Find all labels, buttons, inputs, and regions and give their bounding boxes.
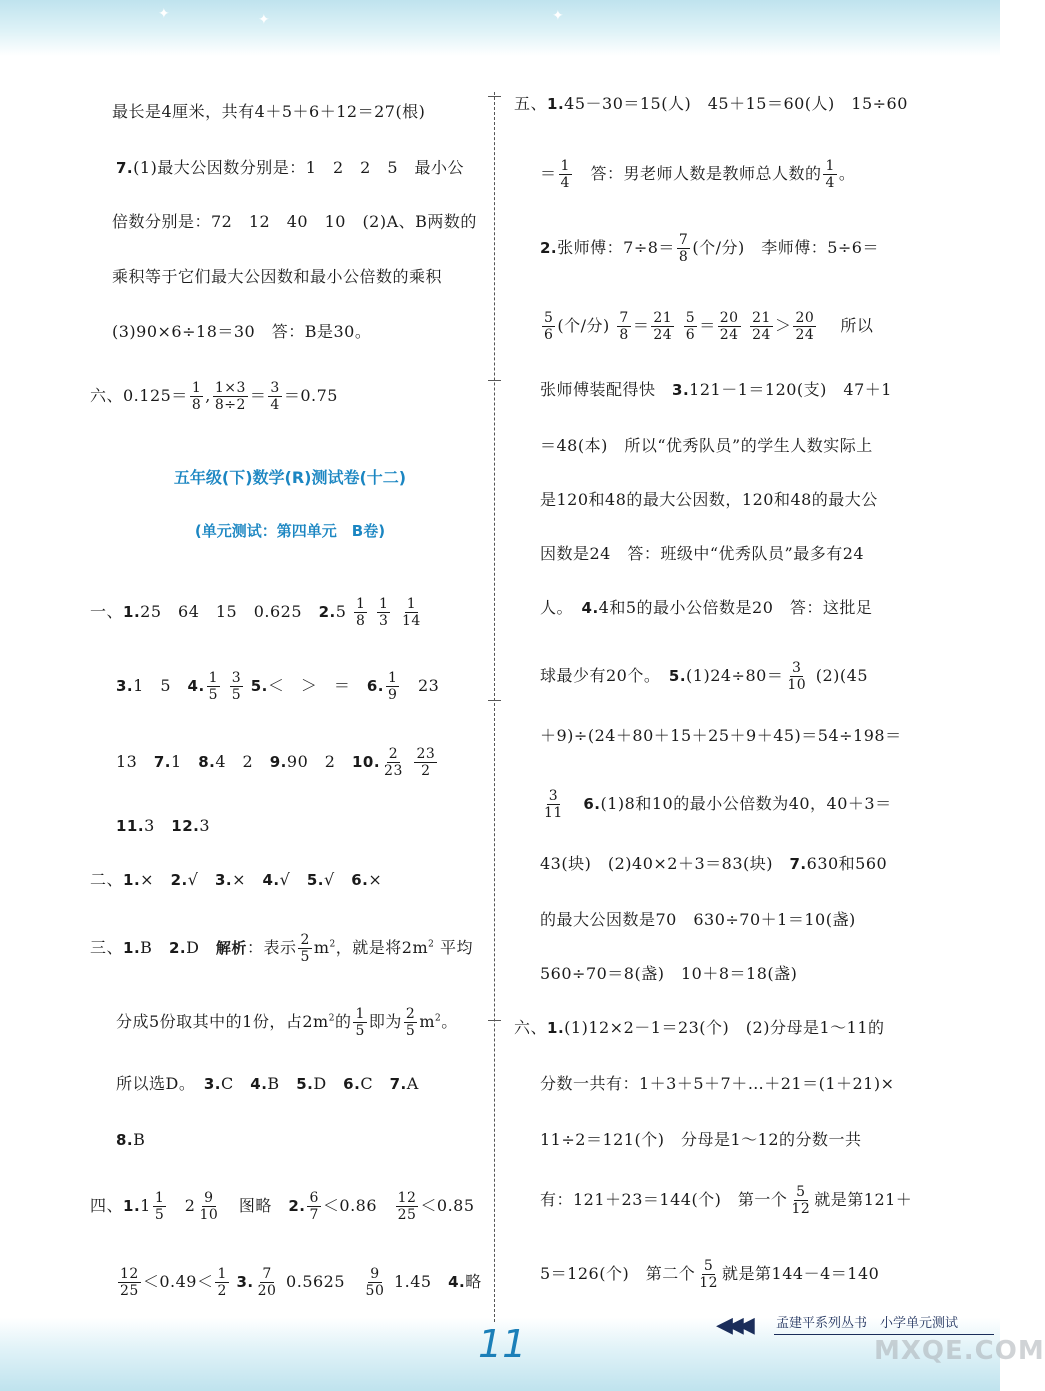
section-6-line-4: 有：121＋23＝144(个) 第一个 $\frac{5}{12}$ 就是第121＋ <box>540 1184 913 1217</box>
fraction: $\frac{1}{2}$ <box>217 1266 227 1299</box>
fraction: $\frac{1}{8}$ <box>355 596 366 629</box>
fraction: $\frac{21}{24}$ <box>752 310 771 343</box>
text-line: 最长是4厘米，共有4＋5＋6＋12＝27(根) <box>112 102 426 121</box>
divider-tick <box>488 700 501 701</box>
sparkle-icon: ✦ <box>258 12 270 28</box>
question-number: 7. <box>116 159 134 177</box>
text: (1)最大公因数分别是：1 2 2 5 最小公 <box>133 158 465 177</box>
section-5-line-3: 2.张师傅：7÷8＝ $\frac{7}{8}$ (个/分) 李师傅：5÷6＝ <box>540 232 879 265</box>
section-4-line-2: $\frac{12}{25}$ ＜0.49＜ $\frac{1}{2}$ 3. $\frac{7}{20}$ 0.5625 $\frac{9}{50}$ 1.45 4.略 <box>120 1266 482 1299</box>
section-5-line-1: 五、1.45－30＝15(人) 45＋15＝60(人) 15÷60 <box>514 94 908 113</box>
fraction: $\frac{1}{5}$ <box>355 1006 365 1039</box>
fraction: $\frac{1}{9}$ <box>388 670 398 703</box>
section-1-line-1: 一、1.25 64 15 0.625 2.5 $\frac{1}{8}$ $\frac{1}{3}$ $\frac{1}{14}$ <box>90 596 421 629</box>
section-3-line-2: 分成5份取其中的1份，占$2m^2$的 $\frac{1}{5}$ 即为 $\frac{2}{5}$ $m^2$。 <box>116 1006 458 1039</box>
arrow-decoration-icon: ◀◀◀ <box>716 1313 749 1338</box>
fraction: $\frac{1\times 3}{8\div 2}$ <box>214 380 246 413</box>
section-5-line-2: ＝ $\frac{1}{4}$ 答：男老师人数是教师总人数的 $\frac{1}{4}$ 。 <box>540 158 856 191</box>
section-4-line-1: 四、1.1 $\frac{1}{5}$ 2 $\frac{9}{10}$ 图略 2. $\frac{6}{7}$ ＜0.86 $\frac{12}{25}$ ＜0.85 <box>90 1190 475 1223</box>
text-line: 倍数分别是：72 12 40 10 (2)A、B两数的 <box>112 212 477 231</box>
fraction: $\frac{5}{12}$ <box>699 1258 719 1291</box>
fraction: $\frac{12}{25}$ <box>120 1266 139 1299</box>
divider-tick <box>488 1020 501 1021</box>
fraction: $\frac{21}{24}$ <box>653 310 673 343</box>
text-line: 分数一共有：1＋3＋5＋7＋…＋21＝(1＋21)× <box>540 1074 895 1093</box>
test-title: 五年级(下)数学(R)测试卷(十二) <box>173 468 407 487</box>
text-line: (3)90×6÷18＝30 答：B是30。 <box>112 322 372 341</box>
section-5-line-5: 张师傅装配得快 3.121－1＝120(支) 47＋1 <box>540 380 892 399</box>
fraction: $\frac{5}{12}$ <box>791 1184 811 1217</box>
fraction: $\frac{1}{4}$ <box>825 158 835 191</box>
divider-tick <box>488 96 501 97</box>
watermark: MXQE.COM <box>874 1336 1045 1366</box>
fraction: $\frac{6}{7}$ <box>309 1190 319 1223</box>
text-line: ＋9)÷(24＋80＋15＋25＋9＋45)＝54÷198＝ <box>540 726 902 745</box>
section-5-line-10: 球最少有20个。 5.(1)24÷80＝ $\frac{3}{10}$ (2)(45 <box>540 660 869 693</box>
section-5-line-12: $\frac{3}{11}$ 6.(1)8和10的最小公倍数为40，40＋3＝ <box>544 788 892 821</box>
section-5-line-13: 43(块) (2)40×2＋3＝83(块) 7.630和560 <box>540 854 888 873</box>
fraction: $\frac{1}{14}$ <box>402 596 421 629</box>
page-number: 11 <box>478 1322 527 1366</box>
divider-tick <box>488 380 501 381</box>
section-6-answer: 六、0.125＝ $\frac{1}{8}$ , $\frac{1\times 3}{8\div 2}$ ＝ $\frac{3}{4}$ ＝0.75 <box>90 380 338 413</box>
fraction: $\frac{20}{24}$ <box>719 310 739 343</box>
section-3-line-4: 8.B <box>116 1130 146 1149</box>
text-line: 因数是24 答：班级中“优秀队员”最多有24 <box>540 544 865 563</box>
text-line: 560÷70＝8(盏) 10＋8＝18(盏) <box>540 964 798 983</box>
fraction: $\frac{23}{2}$ <box>416 746 436 779</box>
fraction: $\frac{3}{10}$ <box>787 660 807 693</box>
sparkle-icon: ✦ <box>158 6 170 22</box>
section-3-line-3: 所以选D。 3.C 4.B 5.D 6.C 7.A <box>116 1074 419 1093</box>
section-6-line-1: 六、1.(1)12×2－1＝23(个) (2)分母是1～11的 <box>514 1018 885 1037</box>
test-subtitle: (单元测试：第四单元 B卷) <box>194 522 386 540</box>
fraction: $\frac{2}{5}$ <box>300 932 310 965</box>
series-brand: 孟建平系列丛书 小学单元测试 <box>776 1316 959 1331</box>
section-1-line-4: 11.3 12.3 <box>116 816 211 835</box>
fraction: $\frac{1}{5}$ <box>154 1190 165 1223</box>
fraction: $\frac{9}{50}$ <box>365 1266 385 1299</box>
fraction: $\frac{5}{6}$ <box>685 310 696 343</box>
section-1-line-2: 3.1 5 4. $\frac{1}{5}$ $\frac{3}{5}$ 5.＜ ＞ ＝ 6. $\frac{1}{9}$ 23 <box>116 670 440 703</box>
footer-rule <box>774 1334 994 1335</box>
fraction: $\frac{7}{8}$ <box>619 310 629 343</box>
sparkle-icon: ✦ <box>552 8 564 24</box>
text-line: 11÷2＝121(个) 分母是1～12的分数一共 <box>540 1130 862 1149</box>
fraction: $\frac{3}{11}$ <box>544 788 563 821</box>
text-line: 的最大公因数是70 630÷70＋1＝10(盏) <box>540 910 856 929</box>
fraction: $\frac{3}{4}$ <box>270 380 280 413</box>
question-7 <box>116 156 464 180</box>
section-5-line-4: $\frac{5}{6}$ (个/分) $\frac{7}{8}$ ＝ $\frac{21}{24}$ $\frac{5}{6}$ ＝ $\frac{20}{24}$ $\frac{21}{24}$ ＞ $\frac{20}{24}$ 所以 <box>544 310 874 343</box>
fraction: $\frac{1}{4}$ <box>560 158 570 191</box>
fraction: $\frac{12}{25}$ <box>397 1190 417 1223</box>
section-6-line-5: 5＝126(个) 第二个 $\frac{5}{12}$ 就是第144－4＝140 <box>540 1258 880 1291</box>
fraction: $\frac{7}{8}$ <box>678 232 689 265</box>
fraction: $\frac{5}{6}$ <box>544 310 554 343</box>
fraction: $\frac{1}{8}$ <box>191 380 202 413</box>
fraction: $\frac{7}{20}$ <box>257 1266 277 1299</box>
fraction: $\frac{1}{5}$ <box>208 670 219 703</box>
fraction: $\frac{1}{3}$ <box>379 596 389 629</box>
fraction: $\frac{20}{24}$ <box>795 310 815 343</box>
fraction: $\frac{2}{23}$ <box>384 746 403 779</box>
fraction: $\frac{2}{5}$ <box>405 1006 416 1039</box>
section-5-line-9: 人。 4.4和5的最小公倍数是20 答：这批足 <box>540 598 873 617</box>
top-decoration-band <box>0 0 1000 56</box>
fraction: $\frac{3}{5}$ <box>231 670 242 703</box>
text-line: 乘积等于它们最大公因数和最小公倍数的乘积 <box>112 267 443 286</box>
text: 六、0.125＝ <box>90 386 188 405</box>
section-3-line-1: 三、1.B 2.D 解析：表示 $\frac{2}{5}$ $m^2$，就是将$2m^2$ 平均 <box>90 932 473 965</box>
fraction: $\frac{9}{10}$ <box>199 1190 219 1223</box>
section-2-line: 二、1.× 2.√ 3.× 4.√ 5.√ 6.× <box>90 870 383 889</box>
text-line: 是120和48的最大公因数，120和48的最大公 <box>540 490 878 509</box>
section-1-line-3: 13 7.1 8.4 2 9.90 2 10. $\frac{2}{23}$ $\frac{23}{2}$ <box>116 746 436 779</box>
text-line: ＝48(本) 所以“优秀队员”的学生人数实际上 <box>540 436 873 455</box>
column-divider <box>494 92 495 1322</box>
